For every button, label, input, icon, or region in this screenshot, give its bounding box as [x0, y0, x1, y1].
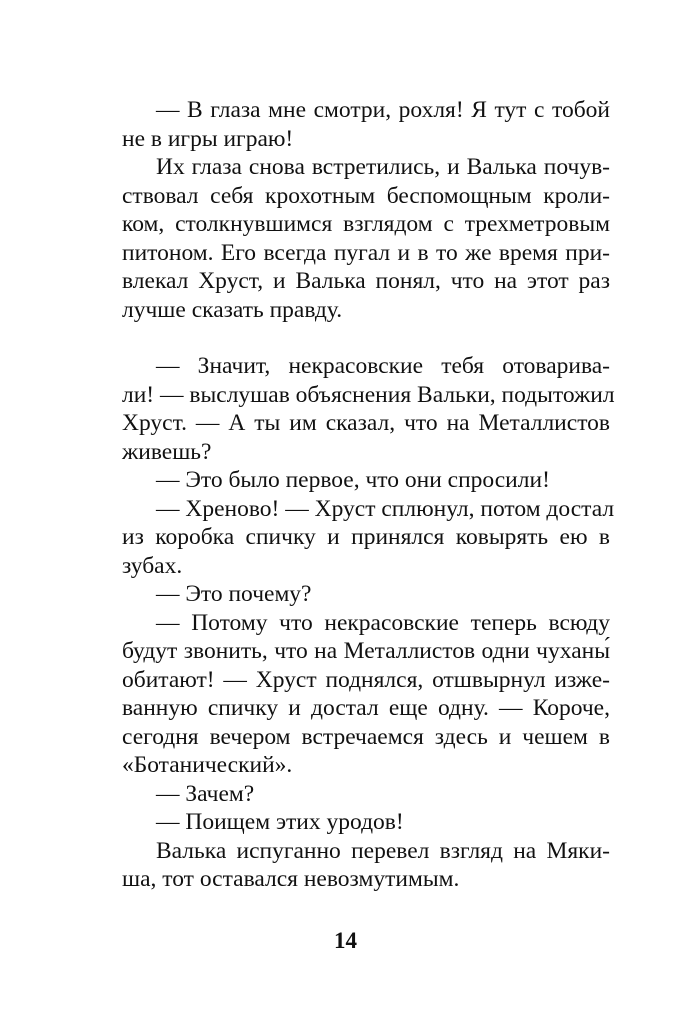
text-line: Хруст. — А ты им сказал, что на Металлистов — [122, 410, 610, 436]
text-line: «Ботанический». — [122, 752, 293, 778]
paragraph-gap — [122, 324, 610, 352]
text-line: — Это почему? — [156, 581, 312, 607]
text-line: не в игры играю! — [122, 125, 294, 152]
text-line: лучше сказать правду. — [122, 296, 343, 323]
text-line: — Это было первое, что они спросили! — [156, 467, 550, 493]
text-line: ша, тот оставался невозмутимым. — [122, 866, 460, 892]
text-line: ком, столкнувшимся взглядом с трехметровым — [122, 211, 610, 237]
text-lines — [122, 96, 615, 894]
text-line: будут звонить, что на Металлистов одни чуханы́ — [122, 638, 610, 664]
text-line: — Потому что некрасовские теперь всюду — [156, 609, 610, 636]
text-line: — Хреново! — Хруст сплюнул, потом достал — [156, 495, 615, 522]
text-line: ли! — выслушав объяснения Вальки, подытожил — [122, 381, 615, 408]
text-line: Валька испуганно перевел взгляд на Мяки- — [156, 837, 610, 864]
text-line: — В глаза мне смотри, рохля! Я тут с тобой — [156, 97, 610, 123]
text-line: живешь? — [122, 438, 212, 465]
text-line: питоном. Его всегда пугал и в то же время при- — [122, 239, 610, 266]
text-line: влекал Хруст, и Валька понял, что на этот раз — [122, 268, 610, 294]
text-line: зубах. — [122, 552, 183, 579]
text-line: ствовал себя крохотным беспомощным кроли- — [122, 182, 610, 209]
text-line: — Зачем? — [156, 780, 255, 807]
text-line: — Значит, некрасовские тебя отоварива- — [156, 353, 610, 379]
page-text — [122, 96, 615, 894]
page-number: 14 — [334, 928, 357, 953]
text-line: сегодня вечером встречаемся здесь и чешем в — [122, 723, 610, 750]
text-line: из коробка спичку и принялся ковырять ею в — [122, 524, 610, 550]
text-line: обитают! — Хруст поднялся, отшвырнул изже- — [122, 666, 610, 693]
text-line: Их глаза снова встретились, и Валька почув- — [156, 154, 610, 180]
text-line: — Поищем этих уродов! — [156, 809, 404, 835]
text-line: ванную спичку и достал еще одну. — Короче, — [122, 695, 610, 721]
